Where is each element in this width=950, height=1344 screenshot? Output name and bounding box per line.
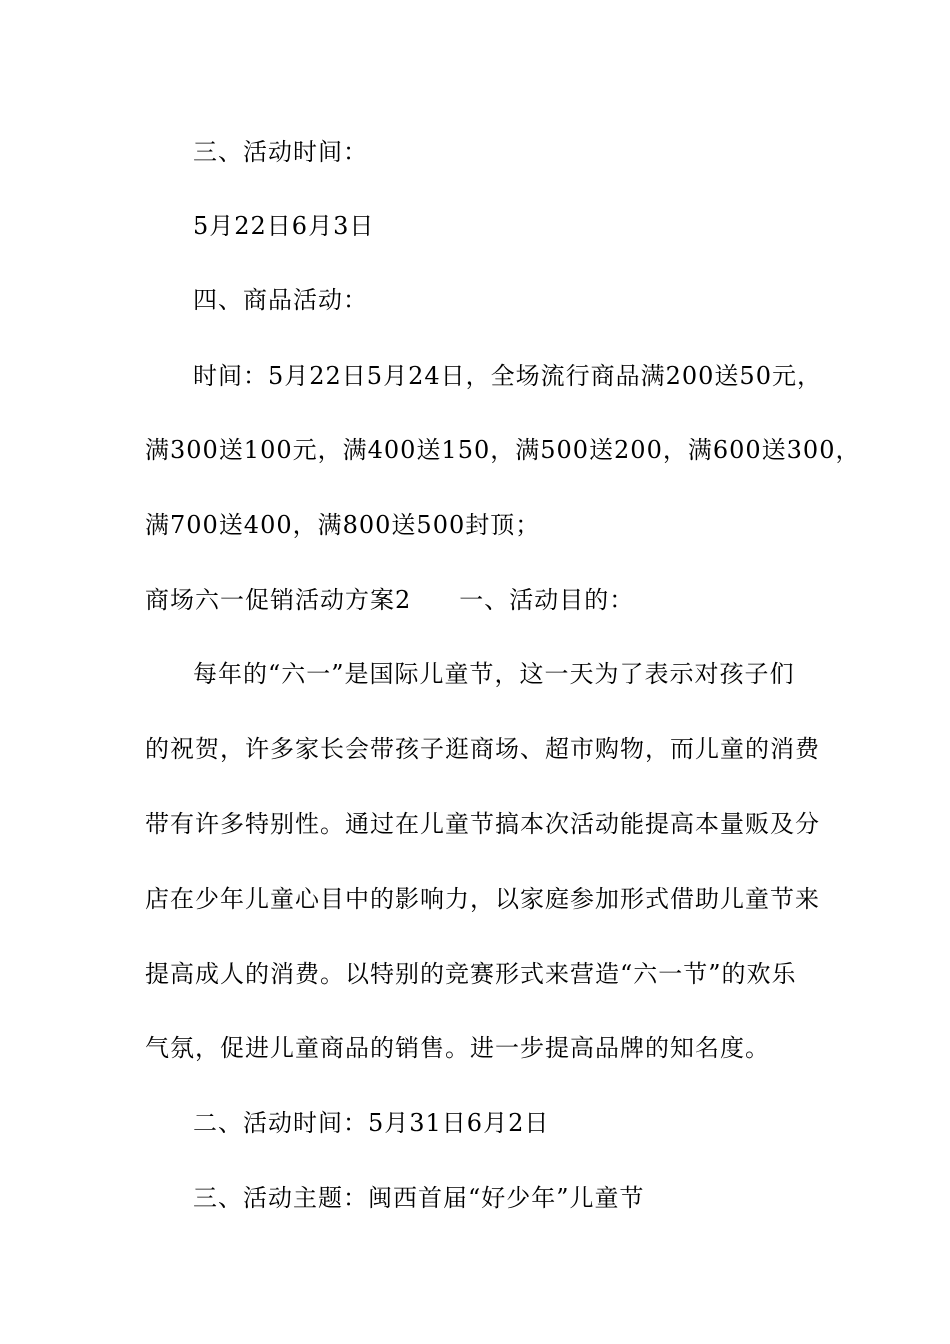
section-heading-activity-purpose: 一、活动目的： — [459, 586, 635, 614]
paragraph-line: 提高成人的消费。以特别的竞赛形式来营造“六一节”的欢乐 — [145, 960, 797, 988]
activity-date-range: 5月22日6月3日 — [193, 212, 375, 240]
section-heading-product-activity: 四、商品活动： — [193, 286, 368, 314]
paragraph-line: 满300送100元，满400送150，满500送200，满600送300， — [145, 436, 861, 464]
plan-title: 商场六一促销活动方案2 — [145, 586, 412, 614]
paragraph-line: 气氛，促进儿童商品的销售。进一步提高品牌的知名度。 — [145, 1034, 770, 1062]
section-heading-activity-time-2: 二、活动时间：5月31日6月2日 — [193, 1109, 550, 1137]
paragraph-line: 带有许多特别性。通过在儿童节搞本次活动能提高本量贩及分 — [145, 810, 820, 838]
paragraph-line: 每年的“六一”是国际儿童节，这一天为了表示对孩子们 — [193, 660, 795, 688]
paragraph-line: 的祝贺，许多家长会带孩子逛商场、超市购物，而儿童的消费 — [145, 735, 820, 763]
paragraph-line: 满700送400，满800送500封顶； — [145, 511, 541, 539]
paragraph-line: 店在少年儿童心目中的影响力，以家庭参加形式借助儿童节来 — [145, 885, 820, 913]
section-heading-activity-time: 三、活动时间： — [193, 138, 368, 166]
section-heading-activity-theme: 三、活动主题：闽西首届“好少年”儿童节 — [193, 1184, 645, 1212]
plan-title-line — [145, 585, 634, 615]
paragraph-line: 时间：5月22日5月24日，全场流行商品满200送50元， — [193, 362, 822, 390]
